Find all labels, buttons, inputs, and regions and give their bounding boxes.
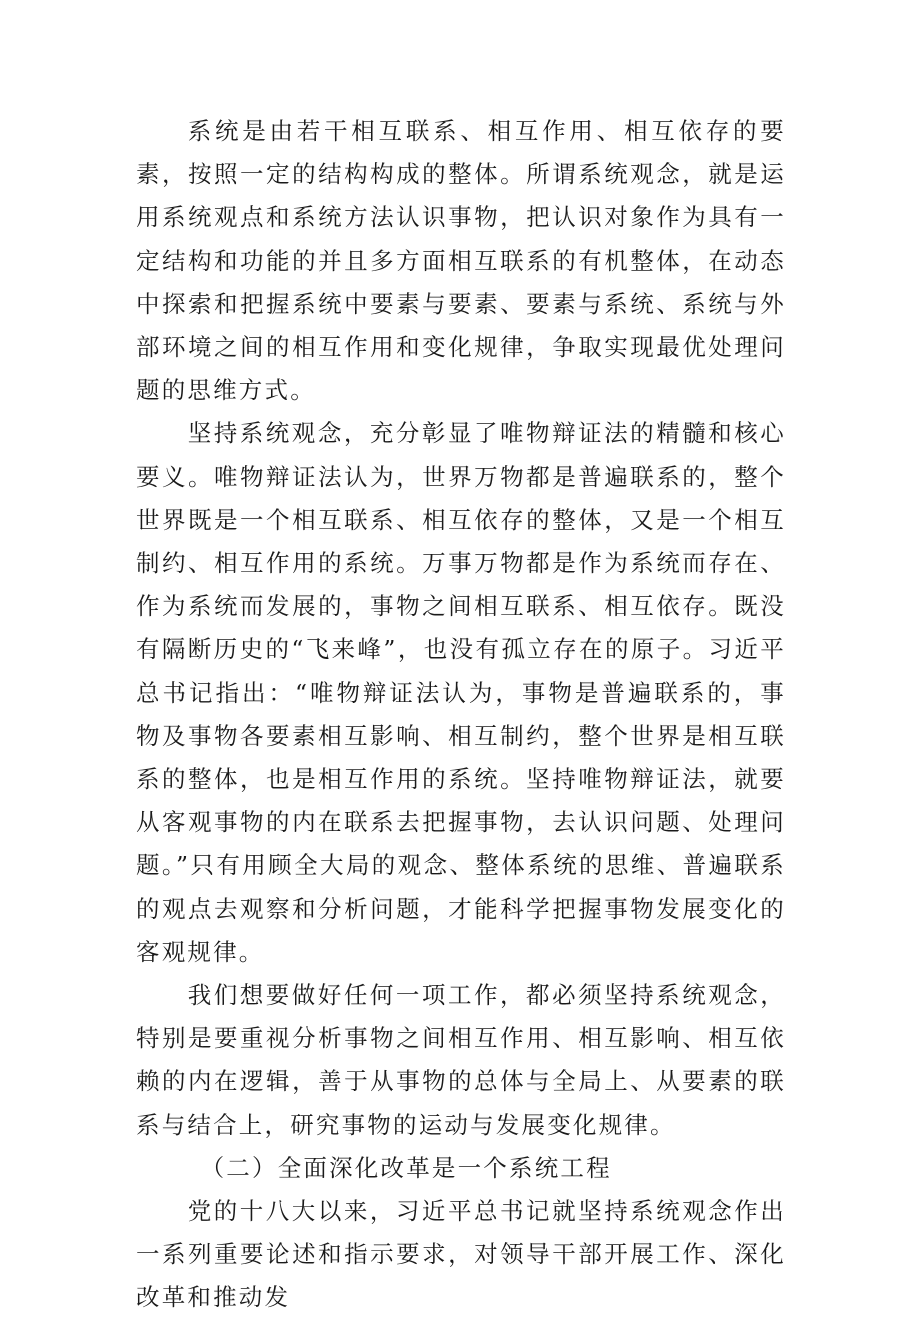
paragraph-system-definition: 系统是由若干相互联系、相互作用、相互依存的要素，按照一定的结构构成的整体。所谓系统观念，就是运用系统观点和系统方法认识事物，把认识对象作为具有一定结构和功能的并且多方面相互联系的有机整体，在动态中探索和把握系统中要素与要素、要素与系统、系统与外部环境之间的相互作用和变化规律，争取实现最优处理问题的思维方式。 [136,117,786,405]
paragraph-closing: 党的十八大以来，习近平总书记就坚持系统观念作出一系列重要论述和指示要求，对领导干部开展工作、深化改革和推动发 [136,1197,786,1312]
paragraph-dialectics: 坚持系统观念，充分彰显了唯物辩证法的精髓和核心要义。唯物辩证法认为，世界万物都是普遍联系的，整个世界既是一个相互联系、相互依存的整体，又是一个相互制约、相互作用的系统。万事万物都是作为系统而存在、作为系统而发展的，事物之间相互联系、相互依存。既没有隔断历史的“飞来峰”，也没有孤立存在的原子。习近平总书记指出：“唯物辩证法认为，事物是普遍联系的，事物及事物各要素相互影响、相互制约，整个世界是相互联系的整体，也是相互作用的系统。坚持唯物辩证法，就要从客观事物的内在联系去把握事物，去认识问题、处理问题。”只有用顾全大局的观念、整体系统的思维、普遍联系的观点去观察和分析问题，才能科学把握事物发展变化的客观规律。 [136,419,786,966]
document-page [136,110,786,1320]
section-heading: （二）全面深化改革是一个系统工程 [200,1153,612,1182]
paragraph-work-method: 我们想要做好任何一项工作，都必须坚持系统观念，特别是要重视分析事物之间相互作用、相互影响、相互依赖的内在逻辑，善于从事物的总体与全局上、从要素的联系与结合上，研究事物的运动与发展变化规律。 [136,981,786,1139]
